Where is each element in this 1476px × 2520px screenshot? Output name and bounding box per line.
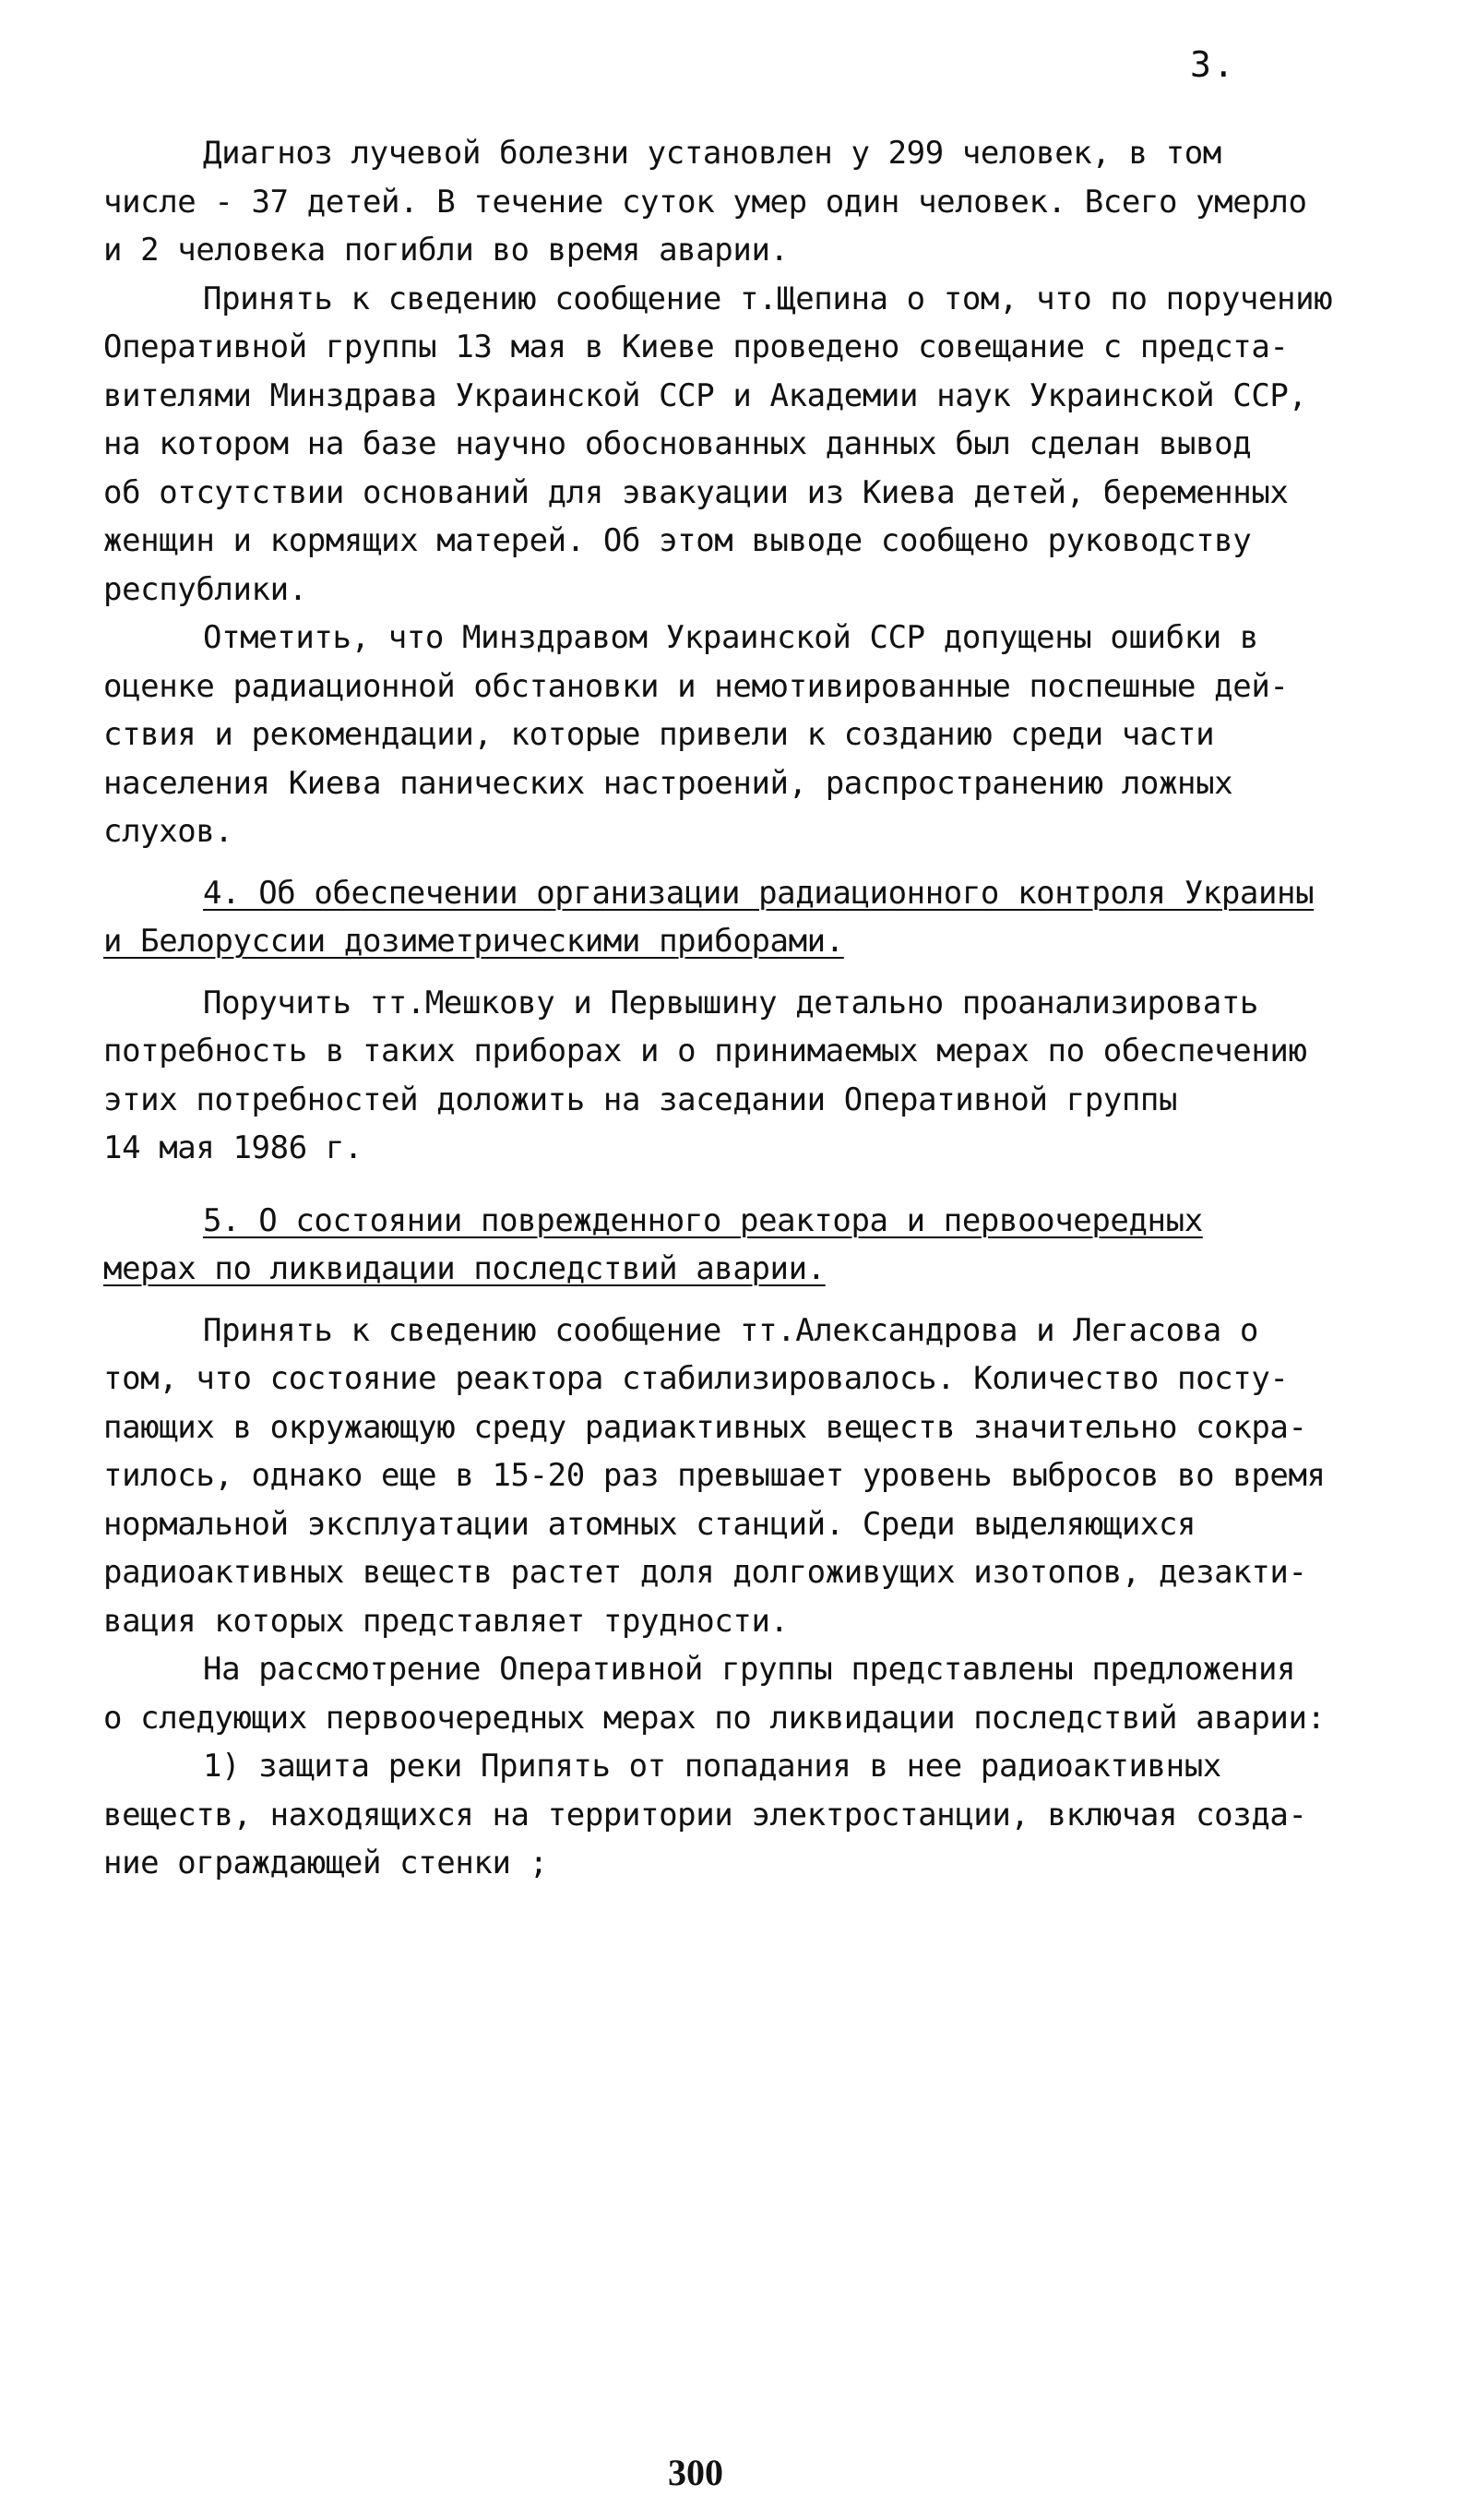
spacer [103,856,1395,869]
text-line: потребность в таких приборах и о принимаемых мерах по обеспечению [103,1033,1307,1069]
text-line: На рассмотрение Оперативной группы представлены предложения [203,1651,1296,1688]
text-line: пающих в окружающую среду радиактивных веществ значительно сокра- [103,1408,1307,1446]
text-line: Принять к сведению сообщение т.Щепина о том, что по поручению [203,280,1333,317]
footer-page-number: 300 [668,2452,723,2493]
text-line: слухов. [103,813,233,850]
text-line: ние ограждающей стенки ; [103,1845,548,1881]
spacer [103,1173,1395,1197]
paragraph-ministry-errors [103,614,1395,856]
text-line: Оперативной группы 13 мая в Киеве проведено совещание с предста- [103,328,1289,365]
text-line: том, что состояние реактора стабилизировалось. Количество посту- [103,1360,1289,1397]
text-line: нормальной эксплуатации атомных станций. Среди выделяющихся [103,1505,1196,1543]
section-heading-5 [103,1197,1395,1294]
section-heading-4 [103,869,1395,966]
text-line: Отметить, что Минздравом Украинской ССР допущены ошибки в [203,619,1258,656]
text-line: женщин и кормящих матерей. Об этом выводе сообщено руководству [103,522,1252,559]
text-line: числе - 37 детей. В течение суток умер один человек. Всего умерло [103,183,1307,221]
heading-line: и Белоруссии дозиметрическими приборами. [103,923,844,960]
text-line: тилось, однако еще в 15-20 раз превышает уровень выбросов во время [103,1457,1326,1494]
text-line: вация которых представляет трудности. [103,1602,789,1640]
list-item-1 [103,1742,1395,1888]
heading-line: 5. О состоянии поврежденного реактора и первоочередных [203,1201,1203,1239]
page-label: 3. [1190,44,1236,85]
text-line: вителями Минздрава Украинской ССР и Академии наук Украинской ССР, [103,376,1307,414]
text-line: ствия и рекомендации, которые привели к созданию среди части [103,716,1215,753]
text-line: Принять к сведению сообщение тт.Александрова и Легасова о [203,1311,1258,1349]
heading-line: мерах по ликвидации последствий аварии. [103,1250,826,1287]
heading-line: 4. Об обеспечении организации радиационного контроля Украины [203,874,1315,912]
text-line: Диагноз лучевой болезни установлен у 299 человек, в том [203,135,1221,172]
text-line: населения Киева панических настроений, распространению ложных [103,764,1233,802]
text-line: 14 мая 1986 г. [103,1129,363,1166]
text-line: республики. [103,570,307,608]
spacer [103,966,1395,979]
paragraph-proposals [103,1645,1395,1742]
paragraph-shchepin-report [103,275,1395,615]
text-line: о следующих первоочередных мерах по ликвидации последствий аварии: [103,1699,1326,1737]
text-line: 1) защита реки Припять от попадания в нее радиоактивных [203,1748,1221,1785]
paragraph-reactor-status [103,1307,1395,1646]
text-line: радиоактивных веществ растет доля долгоживущих изотопов, дезакти- [103,1554,1307,1591]
text-line: и 2 человека погибли во время аварии. [103,232,789,269]
paragraph-radiation-sickness [103,129,1395,275]
text-line: Поручить тт.Мешкову и Первышину детально проанализировать [203,984,1258,1021]
spacer [103,1294,1395,1307]
text-line: об отсутствии оснований для эвакуации из Киева детей, беременных [103,473,1289,511]
text-line: веществ, находящихся на территории электростанции, включая созда- [103,1796,1307,1833]
document-body [103,129,1395,1888]
paragraph-dosimeter-task [103,979,1395,1173]
text-line: на котором на базе научно обоснованных данных был сделан вывод [103,425,1252,462]
text-line: этих потребностей доложить на заседании Оперативной группы [103,1081,1178,1118]
text-line: оценке радиационной обстановки и немотивированные поспешные дей- [103,667,1289,705]
